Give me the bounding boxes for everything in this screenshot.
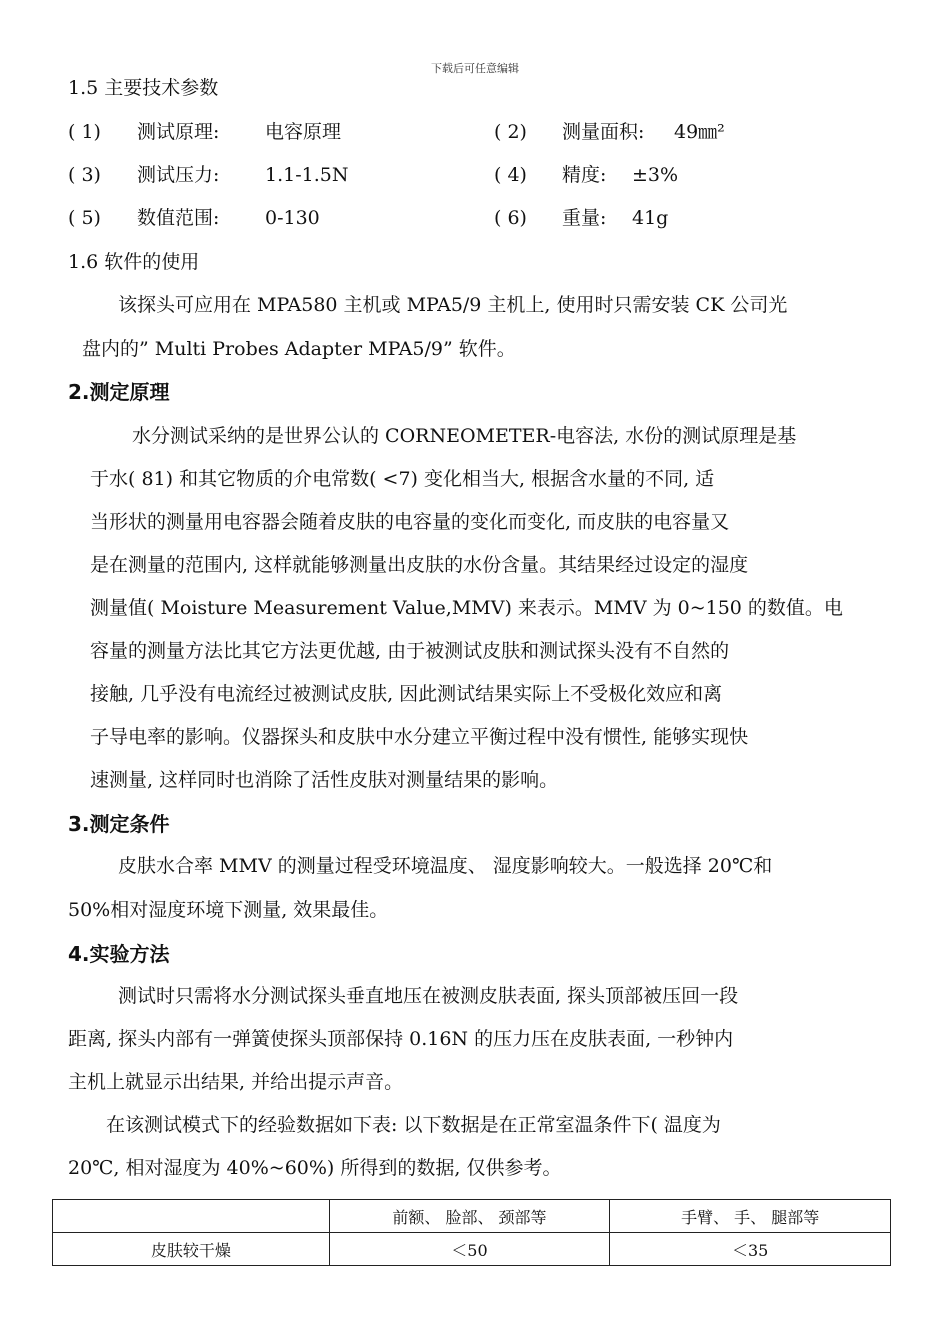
section-3-line-1: 皮肤水合率 MMV 的测量过程受环境温度、 湿度影响较大。一般选择 20℃和 bbox=[118, 855, 773, 877]
param-5-value: 0-130 bbox=[265, 207, 320, 229]
table-row bbox=[53, 1233, 891, 1266]
param-5-label: 数值范围: bbox=[137, 207, 220, 229]
section-2-line-3: 当形状的测量用电容器会随着皮肤的电容量的变化而变化, 而皮肤的电容量又 bbox=[90, 511, 730, 533]
param-1-num: ( 1) bbox=[68, 121, 101, 143]
section-3-title: 3.测定条件 bbox=[68, 812, 170, 836]
table-header-cell bbox=[53, 1200, 330, 1233]
section-1-6-title: 1.6 软件的使用 bbox=[68, 251, 200, 273]
param-1-label: 测试原理: bbox=[137, 121, 220, 143]
section-2-line-5: 测量值( Moisture Measurement Value,MMV) 来表示。MMV 为 0~150 的数值。电 bbox=[90, 597, 843, 619]
section-2-line-6: 容量的测量方法比其它方法更优越, 由于被测试皮肤和测试探头没有不自然的 bbox=[90, 640, 730, 662]
param-4-num: ( 4) bbox=[494, 164, 527, 186]
section-2-line-4: 是在测量的范围内, 这样就能够测量出皮肤的水份含量。其结果经过设定的湿度 bbox=[90, 554, 749, 576]
param-3-label: 测试压力: bbox=[137, 164, 220, 186]
section-4-line-2: 距离, 探头内部有一弹簧使探头顶部保持 0.16N 的压力压在皮肤表面, 一秒钟内 bbox=[68, 1028, 734, 1050]
table-header-cell: 手臂、 手、 腿部等 bbox=[610, 1200, 891, 1233]
param-6-num: ( 6) bbox=[494, 207, 527, 229]
section-4-line-1: 测试时只需将水分测试探头垂直地压在被测皮肤表面, 探头顶部被压回一段 bbox=[118, 985, 739, 1007]
table-header-cell: 前额、 脸部、 颈部等 bbox=[329, 1200, 610, 1233]
header-note: 下载后可任意编辑 bbox=[431, 62, 519, 75]
param-4-label: 精度: bbox=[562, 164, 607, 186]
param-3-value: 1.1-1.5N bbox=[265, 164, 349, 186]
param-3-num: ( 3) bbox=[68, 164, 101, 186]
param-1-value: 电容原理 bbox=[265, 121, 342, 143]
param-5-num: ( 5) bbox=[68, 207, 101, 229]
param-6-value: 41g bbox=[632, 207, 669, 229]
param-2-label: 测量面积: bbox=[562, 121, 645, 143]
section-4-line-5: 20℃, 相对湿度为 40%~60%) 所得到的数据, 仅供参考。 bbox=[68, 1157, 562, 1179]
table-cell: 皮肤较干燥 bbox=[53, 1233, 330, 1266]
param-6-label: 重量: bbox=[562, 207, 607, 229]
experience-data-table bbox=[52, 1199, 891, 1266]
table-cell: ＜35 bbox=[610, 1233, 891, 1266]
section-2-line-1: 水分测试采纳的是世界公认的 CORNEOMETER-电容法, 水份的测试原理是基 bbox=[132, 425, 797, 447]
section-1-6-line-2: 盘内的” Multi Probes Adapter MPA5/9” 软件。 bbox=[82, 338, 516, 360]
section-1-5-title: 1.5 主要技术参数 bbox=[68, 77, 219, 99]
section-2-line-7: 接触, 几乎没有电流经过被测试皮肤, 因此测试结果实际上不受极化效应和离 bbox=[90, 683, 723, 705]
section-2-line-8: 子导电率的影响。仪器探头和皮肤中水分建立平衡过程中没有惯性, 能够实现快 bbox=[90, 726, 749, 748]
section-4-title: 4.实验方法 bbox=[68, 942, 170, 966]
param-4-value: ±3% bbox=[632, 164, 679, 186]
section-1-6-line-1: 该探头可应用在 MPA580 主机或 MPA5/9 主机上, 使用时只需安装 CK 公司光 bbox=[118, 294, 788, 316]
section-2-title: 2.测定原理 bbox=[68, 380, 170, 404]
param-2-num: ( 2) bbox=[494, 121, 527, 143]
table-cell: ＜50 bbox=[329, 1233, 610, 1266]
section-2-line-9: 速测量, 这样同时也消除了活性皮肤对测量结果的影响。 bbox=[90, 769, 559, 791]
section-4-line-4: 在该测试模式下的经验数据如下表: 以下数据是在正常室温条件下( 温度为 bbox=[106, 1114, 721, 1136]
section-4-line-3: 主机上就显示出结果, 并给出提示声音。 bbox=[68, 1071, 404, 1093]
section-3-line-2: 50%相对湿度环境下测量, 效果最佳。 bbox=[68, 899, 389, 921]
param-2-value: 49㎜² bbox=[674, 121, 725, 143]
section-2-line-2: 于水( 81) 和其它物质的介电常数( <7) 变化相当大, 根据含水量的不同, 适 bbox=[90, 468, 715, 490]
table-header-row bbox=[53, 1200, 891, 1233]
